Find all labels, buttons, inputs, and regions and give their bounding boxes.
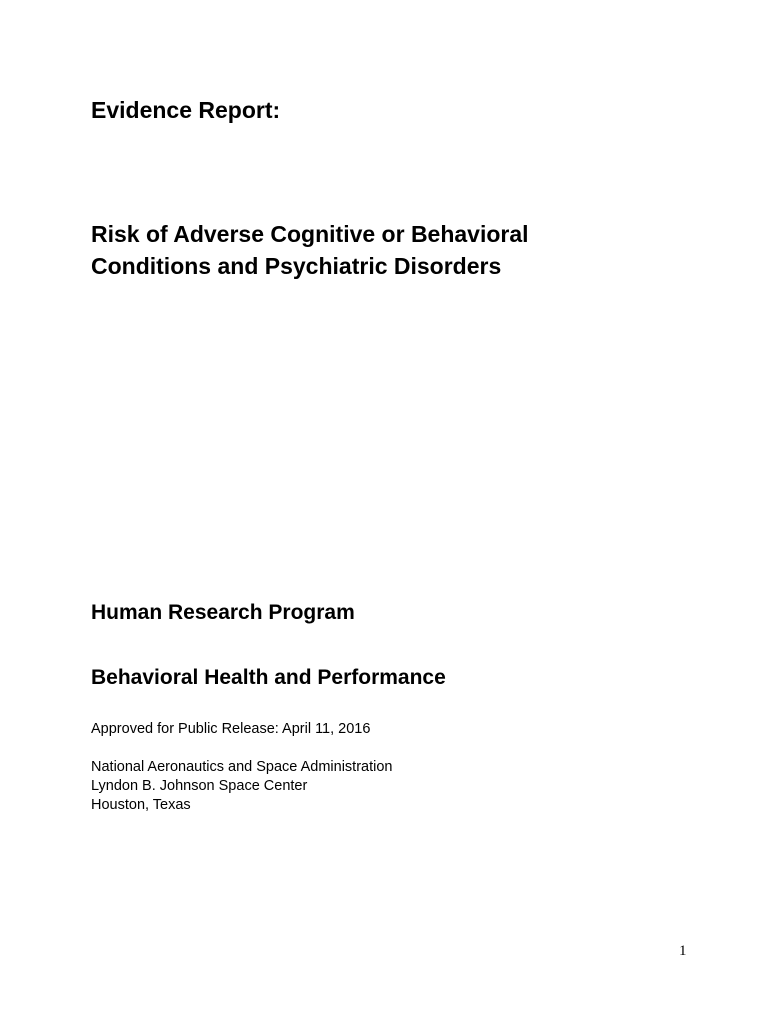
program-element: Behavioral Health and Performance: [91, 666, 446, 689]
program-name: Human Research Program: [91, 601, 355, 624]
report-title: [91, 218, 529, 282]
agency-location: Houston, Texas: [91, 797, 191, 813]
agency-name: National Aeronautics and Space Administration: [91, 759, 393, 775]
page-number: 1: [679, 943, 687, 959]
agency-block: [91, 758, 392, 815]
agency-center: Lyndon B. Johnson Space Center: [91, 778, 308, 794]
report-title-line-1: Risk of Adverse Cognitive or Behavioral: [91, 221, 529, 247]
report-title-line-2: Conditions and Psychiatric Disorders: [91, 253, 502, 279]
report-label: Evidence Report:: [91, 97, 281, 123]
approval-statement: Approved for Public Release: April 11, 2016: [91, 721, 371, 737]
